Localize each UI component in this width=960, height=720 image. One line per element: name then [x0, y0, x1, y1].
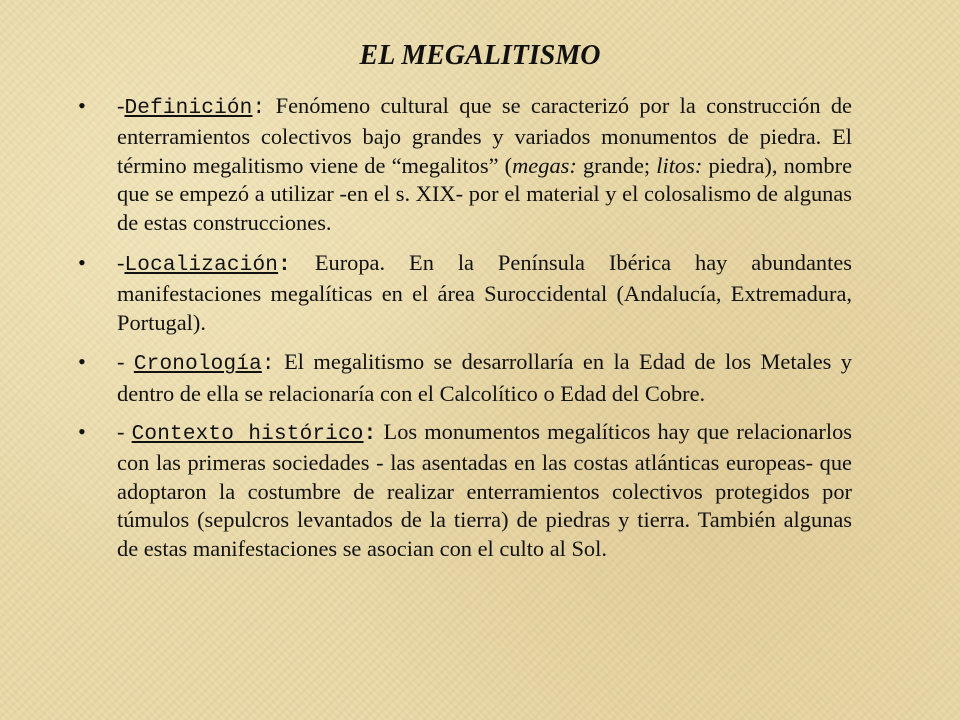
definicion-text: Fenómeno cultural que se caracterizó por la construcción de enterramientos colectivos bajo grandes y variados monumentos de piedra. El término megalitismo viene de “megalitos” (: [117, 93, 852, 178]
bullet-definicion: [78, 92, 852, 237]
contexto-text: Los monumentos megalíticos hay que relacionarlos con las primeras sociedades - las asentadas en las costas atlánticas europeas- que adoptaron la costumbre de realizar enterramientos colectivos protegidos por túmulos (sepulcros levantados de la tierra) de piedras y tierra. También algunas de estas manifestaciones se asocian con el culto al Sol.: [117, 419, 853, 561]
bullet-list: [78, 92, 852, 575]
definicion-italic-litos: litos:: [656, 152, 703, 178]
term-separator: :: [261, 353, 275, 377]
term-localizacion: Localización: [124, 254, 279, 278]
bullet-prefix: -: [117, 349, 134, 375]
localizacion-text: Europa. En la Península Ibérica hay abundantes manifestaciones megalíticas en el área Suroccidental (Andalucía, Extremadura, Portugal).: [117, 250, 852, 335]
term-separator: :: [252, 97, 266, 120]
definicion-text-3: piedra), nombre que se empezó a utilizar -en el s. XIX- por el material y el colosalismo de algunas de estas construcciones.: [117, 152, 853, 235]
bullet-icon: •: [78, 419, 86, 445]
bullet-icon: •: [78, 250, 86, 276]
definicion-text-2: grande;: [576, 152, 657, 178]
bullet-localizacion: [78, 249, 852, 337]
term-definicion: Definición: [124, 97, 253, 120]
definicion-italic-megas: megas:: [512, 152, 577, 178]
bullet-prefix: -: [117, 419, 132, 445]
term-contexto-historico: Contexto histórico: [131, 423, 364, 447]
term-separator: :: [278, 254, 291, 278]
term-separator: :: [363, 423, 377, 447]
bullet-icon: •: [78, 93, 86, 118]
bullet-contexto-historico: [78, 418, 852, 563]
bullet-prefix: -: [117, 93, 125, 118]
cronologia-text: El megalitismo se desarrollaría en la Edad de los Metales y dentro de ella se relacionaría con el Calcolítico o Edad del Cobre.: [117, 349, 852, 406]
term-cronologia: Cronología: [133, 353, 262, 377]
slide-title: EL MEGALITISMO: [359, 40, 601, 71]
bullet-prefix: -: [117, 250, 125, 276]
bullet-icon: •: [78, 349, 86, 375]
bullet-cronologia: [78, 348, 852, 408]
